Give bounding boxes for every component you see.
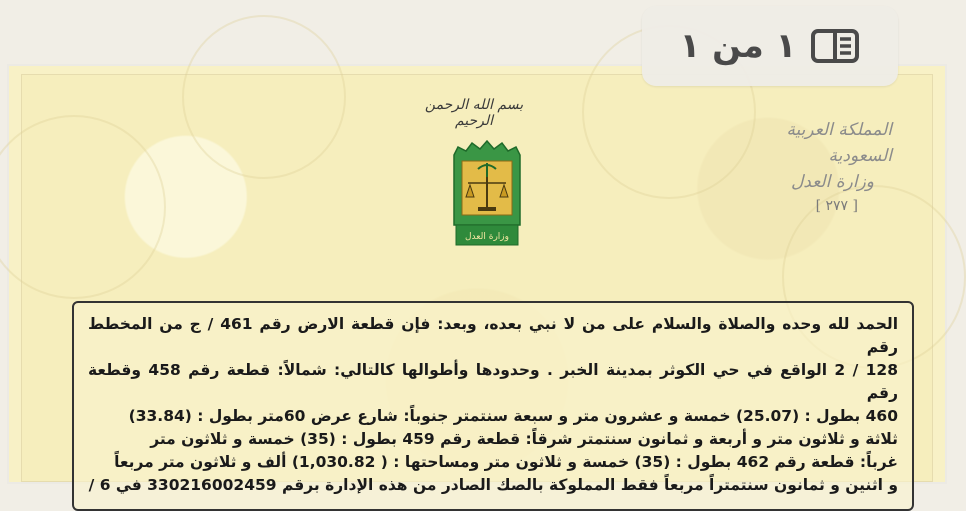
page-indicator[interactable] [642,6,898,86]
kingdom-name: المملكة العربية السعودية [786,120,892,166]
deed-line: ثلاثة و ثلاثون متر و أربعة و ثمانون سنتمتر شرقاً: قطعة رقم 459 بطول : (35) خمسة و ثلاثون متر [150,430,898,448]
reference-number: [ ٢٧٧ ] [815,198,858,214]
ministry-of-justice-emblem-icon [448,139,526,251]
deed-text-box [72,301,914,511]
ministry-header [752,117,892,217]
deed-line: 128 / 2 الواقع في حي الكوثر بمدينة الخبر . وحدودها وأطوالها كالتالي: شمالاً: قطعة رقم 458 وقطعة رقم [88,361,898,402]
deed-line: الحمد لله وحده والصلاة والسلام على من لا نبي بعده، وبعد: فإن قطعة الارض رقم 461 / ج من المخطط رقم [88,315,899,356]
deed-line: غرباً: قطعة رقم 462 بطول : (35) خمسة و ثلاثون متر ومساحتها : ( 1,030.82) ألف و ثلاثون متر مربعاً [114,453,898,471]
basmala: بسم الله الرحمن الرحيم [424,97,524,129]
ministry-name: وزارة العدل [790,172,874,192]
deed-line: و اثنين و ثمانون سنتمتراً مربعاً فقط المملوكة بالصك الصادر من هذه الإدارة برقم 330216002459 في 6 / [88,476,898,494]
document-paper [21,74,933,494]
deed-line: 460 بطول : (25.07) خمسة و عشرون متر و سبعة سنتمتر جنوباً: شارع عرض 60متر بطول : (33.84) [128,407,898,425]
background-ornament [182,15,346,179]
document-page [7,64,947,494]
book-pages-icon [810,28,860,64]
emblem-caption: وزارة العدل [465,232,509,242]
page-count-label: ١ من ١ [679,26,797,66]
background-ornament [0,115,166,299]
